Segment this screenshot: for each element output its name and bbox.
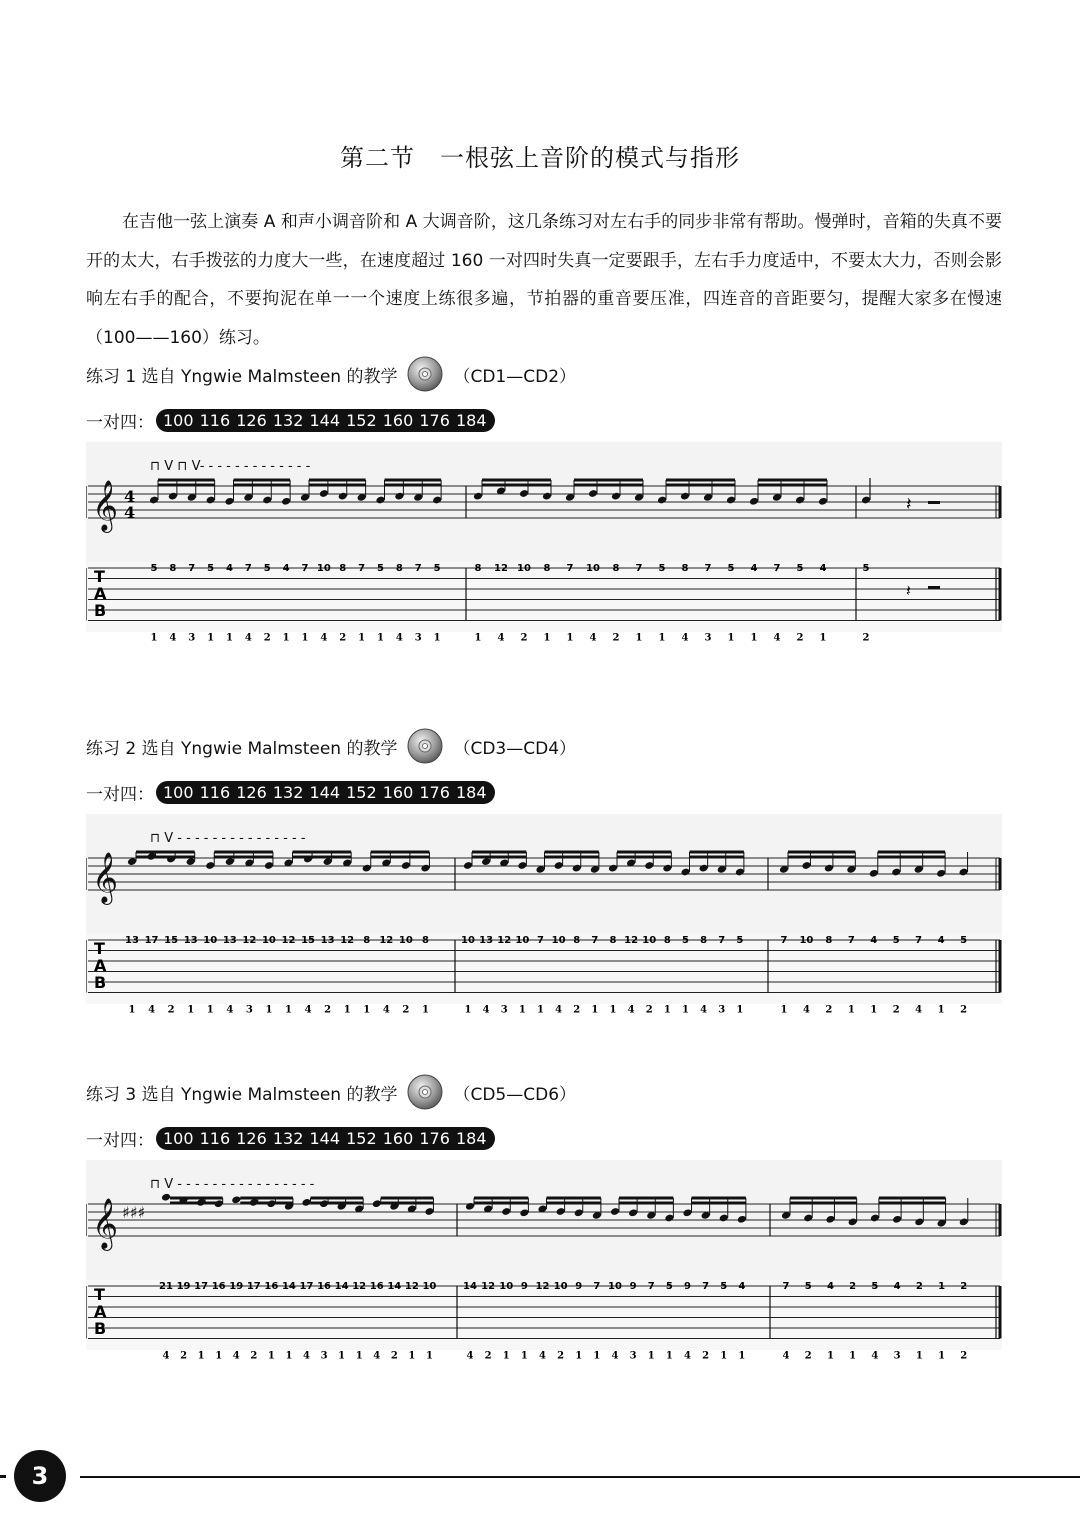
fingering-number: 1 [682, 1004, 689, 1016]
tab-clef-letter: T [94, 567, 105, 586]
tab-fret-number: 17 [246, 1281, 261, 1292]
notation-and-tab [86, 810, 1002, 1020]
tempo-label: 一对四： [86, 1131, 154, 1151]
fingering-number: 1 [647, 1350, 655, 1362]
tab-fret-number: 4 [750, 563, 758, 574]
fingering-number: 1 [464, 1004, 472, 1016]
tab-fret-number: 8 [681, 563, 689, 574]
fingering-number: 4 [915, 1004, 923, 1016]
fingering-number: 4 [782, 1350, 790, 1362]
fingering-number: 3 [629, 1350, 637, 1362]
tab-fret-number: 15 [301, 935, 316, 946]
quarter-rest-icon: 𝄽 [906, 581, 911, 600]
tab-fret-number: 5 [804, 1281, 812, 1292]
exercise-3 [86, 1074, 1002, 1394]
tempo-row [86, 780, 495, 805]
tab-fret-number: 8 [609, 935, 617, 946]
tab-fret-number: 7 [537, 935, 544, 946]
tab-fret-number: 19 [176, 1281, 191, 1292]
tab-fret-number: 2 [960, 1281, 968, 1292]
fingering-number: 2 [825, 1004, 833, 1016]
exercise-title [86, 728, 576, 764]
tab-fret-number: 12 [535, 1281, 550, 1292]
exercise-1 [86, 356, 1002, 676]
fingering-number: 4 [373, 1350, 381, 1362]
tempo-row [86, 408, 495, 433]
fingering-number: 2 [960, 1004, 968, 1016]
fingering-number: 1 [819, 632, 827, 644]
fingering-number: 1 [915, 1350, 923, 1362]
fingering-number: 2 [645, 1004, 653, 1016]
fingering-number: 1 [197, 1350, 205, 1362]
tab-fret-number: 5 [720, 1281, 728, 1292]
tab-fret-number: 8 [395, 563, 403, 574]
fingering-number: 4 [466, 1350, 474, 1362]
fingering-number: 2 [390, 1350, 398, 1362]
tab-fret-number: 13 [479, 935, 494, 946]
fingering-number: 1 [727, 632, 735, 644]
tab-fret-number: 7 [593, 1281, 601, 1292]
tab-fret-number: 2 [849, 1281, 857, 1292]
tab-fret-number: 12 [340, 935, 355, 946]
exercise-title-text: 练习 3 选自 Yngwie Malmsteen 的教学 [86, 1084, 398, 1105]
tab-fret-number: 12 [281, 935, 296, 946]
picking-marks: ⊓ V - - - - - - - - - - - - - - - - [150, 1177, 315, 1192]
fingering-number: 1 [363, 1004, 371, 1016]
tab-fret-number: 10 [261, 935, 276, 946]
tempo-pill: 100 116 126 132 144 152 160 176 184 [156, 781, 495, 804]
fingering-number: 4 [773, 632, 781, 644]
tab-fret-number: 9 [629, 1281, 637, 1292]
fingering-number: 4 [611, 1350, 619, 1362]
fingering-number: 1 [285, 1004, 292, 1016]
tab-fret-number: 7 [591, 935, 599, 946]
notation-and-tab [86, 1156, 1002, 1366]
fingering-number: 1 [226, 632, 233, 644]
tab-clef-letter: T [94, 1285, 105, 1304]
cd-icon [407, 1074, 443, 1110]
fingering-number: 4 [555, 1004, 563, 1016]
tab-fret-number: 10 [799, 935, 814, 946]
tab-fret-number: 7 [780, 935, 788, 946]
fingering-number: 4 [627, 1004, 635, 1016]
tab-fret-number: 16 [369, 1281, 384, 1292]
tab-fret-number: 8 [663, 935, 671, 946]
tab-fret-number: 12 [404, 1281, 419, 1292]
fingering-number: 1 [128, 1004, 136, 1016]
tab-fret-number: 5 [727, 563, 735, 574]
tab-fret-number: 5 [892, 935, 900, 946]
fingering-number: 1 [738, 1350, 746, 1362]
fingering-number: 1 [206, 1004, 214, 1016]
footer-rule [80, 1476, 1080, 1478]
tab-fret-number: 15 [164, 935, 179, 946]
fingering-number: 4 [681, 632, 689, 644]
fingering-number: 1 [593, 1350, 601, 1362]
fingering-number: 2 [402, 1004, 410, 1016]
fingering-number: 3 [500, 1004, 508, 1016]
fingering-number: 1 [635, 632, 643, 644]
tab-fret-number: 5 [263, 563, 271, 574]
tab-clef-letter: A [94, 584, 107, 603]
tab-clef-letter: B [94, 1319, 107, 1338]
exercise-title [86, 1074, 576, 1110]
exercise-title-text: 练习 1 选自 Yngwie Malmsteen 的教学 [86, 366, 398, 387]
tab-fret-number: 10 [551, 935, 566, 946]
tab-fret-number: 13 [320, 935, 335, 946]
key-signature: ♯♯♯ [122, 1203, 146, 1222]
tab-fret-number: 8 [573, 935, 581, 946]
tab-fret-number: 5 [207, 563, 215, 574]
tab-fret-number: 7 [782, 1281, 790, 1292]
fingering-number: 2 [484, 1350, 492, 1362]
fingering-number: 4 [162, 1350, 170, 1362]
tab-fret-number: 5 [150, 563, 158, 574]
fingering-number: 1 [474, 632, 482, 644]
time-signature-top: 4 [124, 487, 136, 506]
tab-clef-letter: B [94, 601, 107, 620]
fingering-number: 4 [700, 1004, 708, 1016]
fingering-number: 2 [180, 1350, 188, 1362]
tab-fret-number: 13 [125, 935, 139, 946]
tab-fret-number: 7 [244, 563, 252, 574]
tab-fret-number: 4 [870, 935, 878, 946]
tab-fret-number: 10 [515, 935, 530, 946]
tab-fret-number: 19 [229, 1281, 244, 1292]
cd-icon [407, 356, 443, 392]
tab-fret-number: 5 [433, 563, 441, 574]
tab-fret-number: 10 [422, 1281, 437, 1292]
tab-fret-number: 8 [825, 935, 833, 946]
fingering-number: 1 [207, 632, 215, 644]
tab-fret-number: 7 [704, 563, 712, 574]
fingering-number: 1 [591, 1004, 599, 1016]
fingering-number: 1 [433, 632, 441, 644]
fingering-number: 4 [226, 1004, 234, 1016]
fingering-number: 4 [589, 632, 597, 644]
tab-fret-number: 17 [144, 935, 159, 946]
tab-fret-number: 16 [264, 1281, 279, 1292]
tab-fret-number: 4 [226, 563, 233, 574]
tab-fret-number: 10 [608, 1281, 622, 1292]
fingering-number: 2 [796, 632, 804, 644]
fingering-number: 4 [684, 1350, 691, 1362]
tab-fret-number: 14 [463, 1281, 477, 1292]
tab-fret-number: 4 [937, 935, 945, 946]
fingering-number: 1 [285, 1350, 293, 1362]
half-rest-icon [928, 501, 940, 504]
fingering-number: 2 [167, 1004, 175, 1016]
fingering-number: 3 [245, 1004, 253, 1016]
tab-fret-number: 7 [188, 563, 196, 574]
tab-fret-number: 10 [316, 563, 331, 574]
tab-fret-number: 10 [461, 935, 475, 946]
fingering-number: 1 [736, 1004, 744, 1016]
cd-track-range: （CD3—CD4） [453, 738, 577, 759]
fingering-number: 4 [395, 632, 403, 644]
fingering-number: 1 [301, 632, 309, 644]
tab-fret-number: 8 [363, 935, 371, 946]
tab-fret-number: 12 [494, 563, 508, 574]
tab-fret-number: 12 [624, 935, 639, 946]
tab-fret-number: 4 [819, 563, 827, 574]
fingering-number: 1 [537, 1004, 544, 1016]
tab-fret-number: 7 [647, 1281, 655, 1292]
tab-fret-number: 4 [738, 1281, 746, 1292]
tab-fret-number: 8 [421, 935, 429, 946]
tab-clef-letter: B [94, 973, 107, 992]
fingering-number: 2 [557, 1350, 565, 1362]
fingering-number: 1 [780, 1004, 788, 1016]
fingering-number: 3 [320, 1350, 328, 1362]
tab-fret-number: 8 [612, 563, 620, 574]
fingering-number: 1 [543, 632, 551, 644]
fingering-number: 1 [847, 1004, 855, 1016]
tab-clef-letter: A [94, 1302, 107, 1321]
fingering-number: 3 [718, 1004, 726, 1016]
fingering-number: 1 [720, 1350, 728, 1362]
tab-fret-number: 9 [520, 1281, 528, 1292]
fingering-number: 1 [609, 1004, 617, 1016]
fingering-number: 3 [188, 632, 196, 644]
fingering-number: 3 [704, 632, 712, 644]
fingering-number: 4 [232, 1350, 240, 1362]
tab-fret-number: 7 [301, 563, 309, 574]
fingering-number: 2 [892, 1004, 900, 1016]
tab-fret-number: 16 [211, 1281, 226, 1292]
fingering-number: 4 [169, 632, 177, 644]
tab-fret-number: 4 [826, 1281, 834, 1292]
tab-fret-number: 10 [203, 935, 218, 946]
tab-fret-number: 7 [773, 563, 781, 574]
fingering-number: 1 [658, 632, 666, 644]
fingering-number: 1 [826, 1350, 834, 1362]
tab-fret-number: 9 [575, 1281, 583, 1292]
fingering-number: 1 [502, 1350, 510, 1362]
tab-fret-number: 5 [736, 935, 744, 946]
tempo-pill: 100 116 126 132 144 152 160 176 184 [156, 1127, 495, 1150]
fingering-number: 2 [702, 1350, 710, 1362]
tab-fret-number: 17 [299, 1281, 314, 1292]
fingering-number: 2 [804, 1350, 812, 1362]
fingering-number: 1 [518, 1004, 526, 1016]
fingering-number: 4 [871, 1350, 879, 1362]
cd-track-range: （CD1—CD2） [453, 366, 577, 387]
tab-fret-number: 10 [586, 563, 600, 574]
tab-fret-number: 10 [398, 935, 413, 946]
fingering-number: 4 [539, 1350, 546, 1362]
fingering-number: 1 [938, 1350, 946, 1362]
tab-fret-number: 7 [847, 935, 855, 946]
tab-fret-number: 5 [665, 1281, 673, 1292]
tab-fret-number: 14 [334, 1281, 349, 1292]
fingering-number: 1 [267, 1350, 275, 1362]
tab-fret-number: 10 [553, 1281, 568, 1292]
tab-fret-number: 12 [352, 1281, 367, 1292]
fingering-number: 4 [244, 632, 252, 644]
notation-and-tab [86, 438, 1002, 648]
tempo-row [86, 1126, 495, 1151]
fingering-number: 2 [862, 632, 870, 644]
intro-paragraph: 在吉他一弦上演奏 A 和声小调音阶和 A 大调音阶，这几条练习对左右手的同步非常有帮助。慢弹时，音箱的失真不要开的太大，右手拨弦的力度大一些，在速度超过 160 一对四时失真一定要跟手，左右手力度适中，不要太大力，否则会影响左右手的配合，不要拘泥在单一一个速度上练很多遍，节拍器的重音要压准，四连音的音距要匀，提醒大家多在慢速（100——160）练习。 [86, 212, 1002, 348]
tab-fret-number: 4 [282, 563, 290, 574]
tab-fret-number: 5 [862, 563, 870, 574]
tab-fret-number: 13 [222, 935, 237, 946]
tab-fret-number: 7 [414, 563, 422, 574]
fingering-number: 1 [663, 1004, 671, 1016]
fingering-number: 3 [414, 632, 422, 644]
fingering-number: 2 [324, 1004, 332, 1016]
cd-track-range: （CD5—CD6） [453, 1084, 577, 1105]
fingering-number: 1 [566, 632, 574, 644]
fingering-number: 4 [382, 1004, 390, 1016]
fingering-number: 2 [250, 1350, 258, 1362]
fingering-number: 1 [575, 1350, 583, 1362]
exercise-title [86, 356, 576, 392]
fingering-number: 4 [320, 632, 328, 644]
fingering-number: 2 [960, 1350, 968, 1362]
fingering-number: 1 [421, 1004, 429, 1016]
fingering-number: 2 [263, 632, 271, 644]
fingering-number: 1 [150, 632, 158, 644]
page-number: 3 [14, 1450, 66, 1502]
fingering-number: 1 [355, 1350, 363, 1362]
treble-clef-icon: 𝄞 [92, 852, 119, 903]
footer-dot [0, 1475, 6, 1478]
fingering-number: 1 [358, 632, 366, 644]
fingering-number: 1 [849, 1350, 857, 1362]
tab-fret-number: 5 [377, 563, 384, 574]
treble-clef-icon: 𝄞 [92, 480, 119, 531]
tempo-label: 一对四： [86, 785, 154, 805]
tab-fret-number: 7 [718, 935, 726, 946]
tab-fret-number: 8 [169, 563, 177, 574]
fingering-number: 4 [497, 632, 505, 644]
fingering-number: 1 [520, 1350, 528, 1362]
tab-fret-number: 1 [938, 1281, 946, 1292]
tab-fret-number: 5 [871, 1281, 879, 1292]
fingering-number: 4 [303, 1350, 310, 1362]
tab-fret-number: 2 [915, 1281, 923, 1292]
tab-fret-number: 12 [379, 935, 394, 946]
exercise-title-text: 练习 2 选自 Yngwie Malmsteen 的教学 [86, 738, 398, 759]
tab-fret-number: 10 [642, 935, 657, 946]
fingering-number: 1 [338, 1350, 346, 1362]
picking-marks: ⊓ V ⊓ V- - - - - - - - - - - - - [150, 459, 311, 474]
tab-fret-number: 5 [682, 935, 689, 946]
tab-fret-number: 14 [281, 1281, 296, 1292]
time-signature-bottom: 4 [124, 503, 136, 522]
tab-fret-number: 5 [796, 563, 804, 574]
fingering-number: 2 [573, 1004, 581, 1016]
tab-fret-number: 10 [517, 563, 531, 574]
half-rest-icon [928, 586, 940, 589]
tab-fret-number: 8 [700, 935, 708, 946]
tab-fret-number: 10 [499, 1281, 514, 1292]
fingering-number: 1 [282, 632, 290, 644]
quarter-rest-icon: 𝄽 [906, 494, 912, 515]
tab-fret-number: 16 [317, 1281, 332, 1292]
exercise-2 [86, 728, 1002, 1048]
tab-fret-number: 14 [387, 1281, 402, 1292]
tab-fret-number: 5 [658, 563, 666, 574]
fingering-number: 1 [215, 1350, 223, 1362]
tab-fret-number: 8 [474, 563, 482, 574]
tab-fret-number: 5 [960, 935, 968, 946]
fingering-number: 1 [665, 1350, 673, 1362]
tab-fret-number: 7 [358, 563, 366, 574]
tab-fret-number: 13 [183, 935, 198, 946]
tab-fret-number: 17 [194, 1281, 209, 1292]
fingering-number: 4 [802, 1004, 810, 1016]
tab-fret-number: 12 [242, 935, 257, 946]
tab-clef-letter: T [94, 939, 105, 958]
tab-fret-number: 21 [159, 1281, 173, 1292]
fingering-number: 4 [482, 1004, 490, 1016]
tab-fret-number: 8 [543, 563, 551, 574]
tab-fret-number: 7 [915, 935, 923, 946]
fingering-number: 1 [265, 1004, 273, 1016]
fingering-number: 2 [520, 632, 528, 644]
cd-icon [407, 728, 443, 764]
tab-fret-number: 9 [684, 1281, 691, 1292]
fingering-number: 1 [187, 1004, 195, 1016]
fingering-number: 4 [148, 1004, 156, 1016]
fingering-number: 2 [339, 632, 347, 644]
fingering-number: 1 [870, 1004, 878, 1016]
tab-clef-letter: A [94, 956, 107, 975]
tab-fret-number: 8 [339, 563, 347, 574]
tab-fret-number: 12 [481, 1281, 496, 1292]
treble-clef-icon: 𝄞 [92, 1198, 119, 1249]
fingering-number: 1 [937, 1004, 945, 1016]
fingering-number: 1 [750, 632, 758, 644]
fingering-number: 1 [343, 1004, 351, 1016]
fingering-number: 1 [425, 1350, 433, 1362]
tab-fret-number: 7 [702, 1281, 710, 1292]
tab-fret-number: 7 [635, 563, 643, 574]
tempo-pill: 100 116 126 132 144 152 160 176 184 [156, 409, 495, 432]
fingering-number: 3 [893, 1350, 901, 1362]
fingering-number: 4 [304, 1004, 312, 1016]
fingering-number: 1 [377, 632, 384, 644]
tab-fret-number: 7 [566, 563, 574, 574]
section-title: 第二节 一根弦上音阶的模式与指形 [340, 144, 740, 172]
tempo-label: 一对四： [86, 413, 154, 433]
tab-fret-number: 12 [497, 935, 512, 946]
picking-marks: ⊓ V - - - - - - - - - - - - - - - [150, 831, 306, 846]
tab-fret-number: 4 [893, 1281, 901, 1292]
fingering-number: 2 [612, 632, 620, 644]
fingering-number: 1 [408, 1350, 416, 1362]
